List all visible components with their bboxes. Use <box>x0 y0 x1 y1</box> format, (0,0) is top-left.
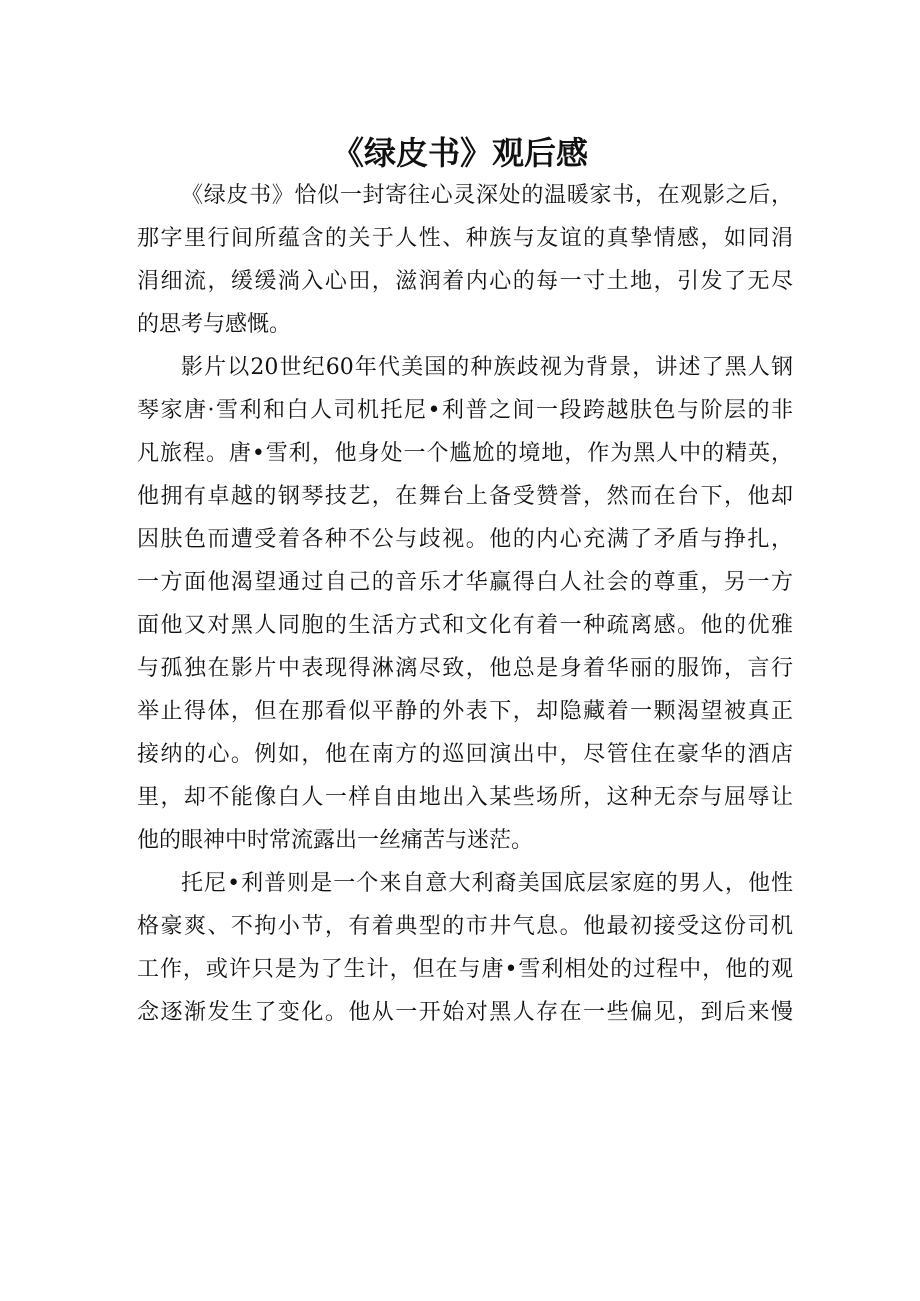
paragraph <box>137 174 793 346</box>
paragraph <box>137 346 793 862</box>
paragraph-line: 影片以20世纪60年代美国的种族歧视为背景，讲述了黑人钢 <box>181 355 793 380</box>
paragraph-line: 《绿皮书》恰似一封寄往心灵深处的温暖家书，在观影之后， <box>181 183 793 208</box>
paragraph-line: 涓细流，缓缓淌入心田，滋润着内心的每一寸土地，引发了无尽 <box>137 269 793 294</box>
paragraph-line: 念逐渐发生了变化。他从一开始对黑人存在一些偏见，到后来慢 <box>137 1000 793 1025</box>
paragraph-line: 因肤色而遭受着各种不公与歧视。他的内心充满了矛盾与挣扎， <box>137 527 793 552</box>
paragraph-line: 那字里行间所蕴含的关于人性、种族与友谊的真挚情感，如同涓 <box>137 226 793 251</box>
paragraph-line: 凡旅程。唐•雪利，他身处一个尴尬的境地，作为黑人中的精英， <box>137 441 793 466</box>
paragraph-line: 他的眼神中时常流露出一丝痛苦与迷茫。 <box>137 828 534 853</box>
document-body <box>137 174 793 1034</box>
paragraph-line: 举止得体，但在那看似平静的外表下，却隐藏着一颗渴望被真正 <box>137 699 793 724</box>
paragraph-line: 一方面他渴望通过自己的音乐才华赢得白人社会的尊重，另一方 <box>137 570 793 595</box>
paragraph-line: 他拥有卓越的钢琴技艺，在舞台上备受赞誉，然而在台下，他却 <box>137 484 793 509</box>
paragraph-line: 琴家唐·雪利和白人司机托尼•利普之间一段跨越肤色与阶层的非 <box>137 398 793 423</box>
paragraph-line: 里，却不能像白人一样自由地出入某些场所，这种无奈与屈辱让 <box>137 785 793 810</box>
paragraph-line: 格豪爽、不拘小节，有着典型的市井气息。他最初接受这份司机 <box>137 914 793 939</box>
paragraph-line: 面他又对黑人同胞的生活方式和文化有着一种疏离感。他的优雅 <box>137 613 793 638</box>
document-title: 《绿皮书》观后感 <box>331 134 588 172</box>
paragraph <box>137 862 793 1034</box>
paragraph-line: 的思考与感慨。 <box>137 312 292 337</box>
paragraph-line: 接纳的心。例如，他在南方的巡回演出中，尽管住在豪华的酒店 <box>137 742 793 767</box>
paragraph-line: 与孤独在影片中表现得淋漓尽致，他总是身着华丽的服饰，言行 <box>137 656 793 681</box>
paragraph-line: 工作，或许只是为了生计，但在与唐•雪利相处的过程中，他的观 <box>137 957 793 982</box>
paragraph-line: 托尼•利普则是一个来自意大利裔美国底层家庭的男人，他性 <box>181 871 793 896</box>
